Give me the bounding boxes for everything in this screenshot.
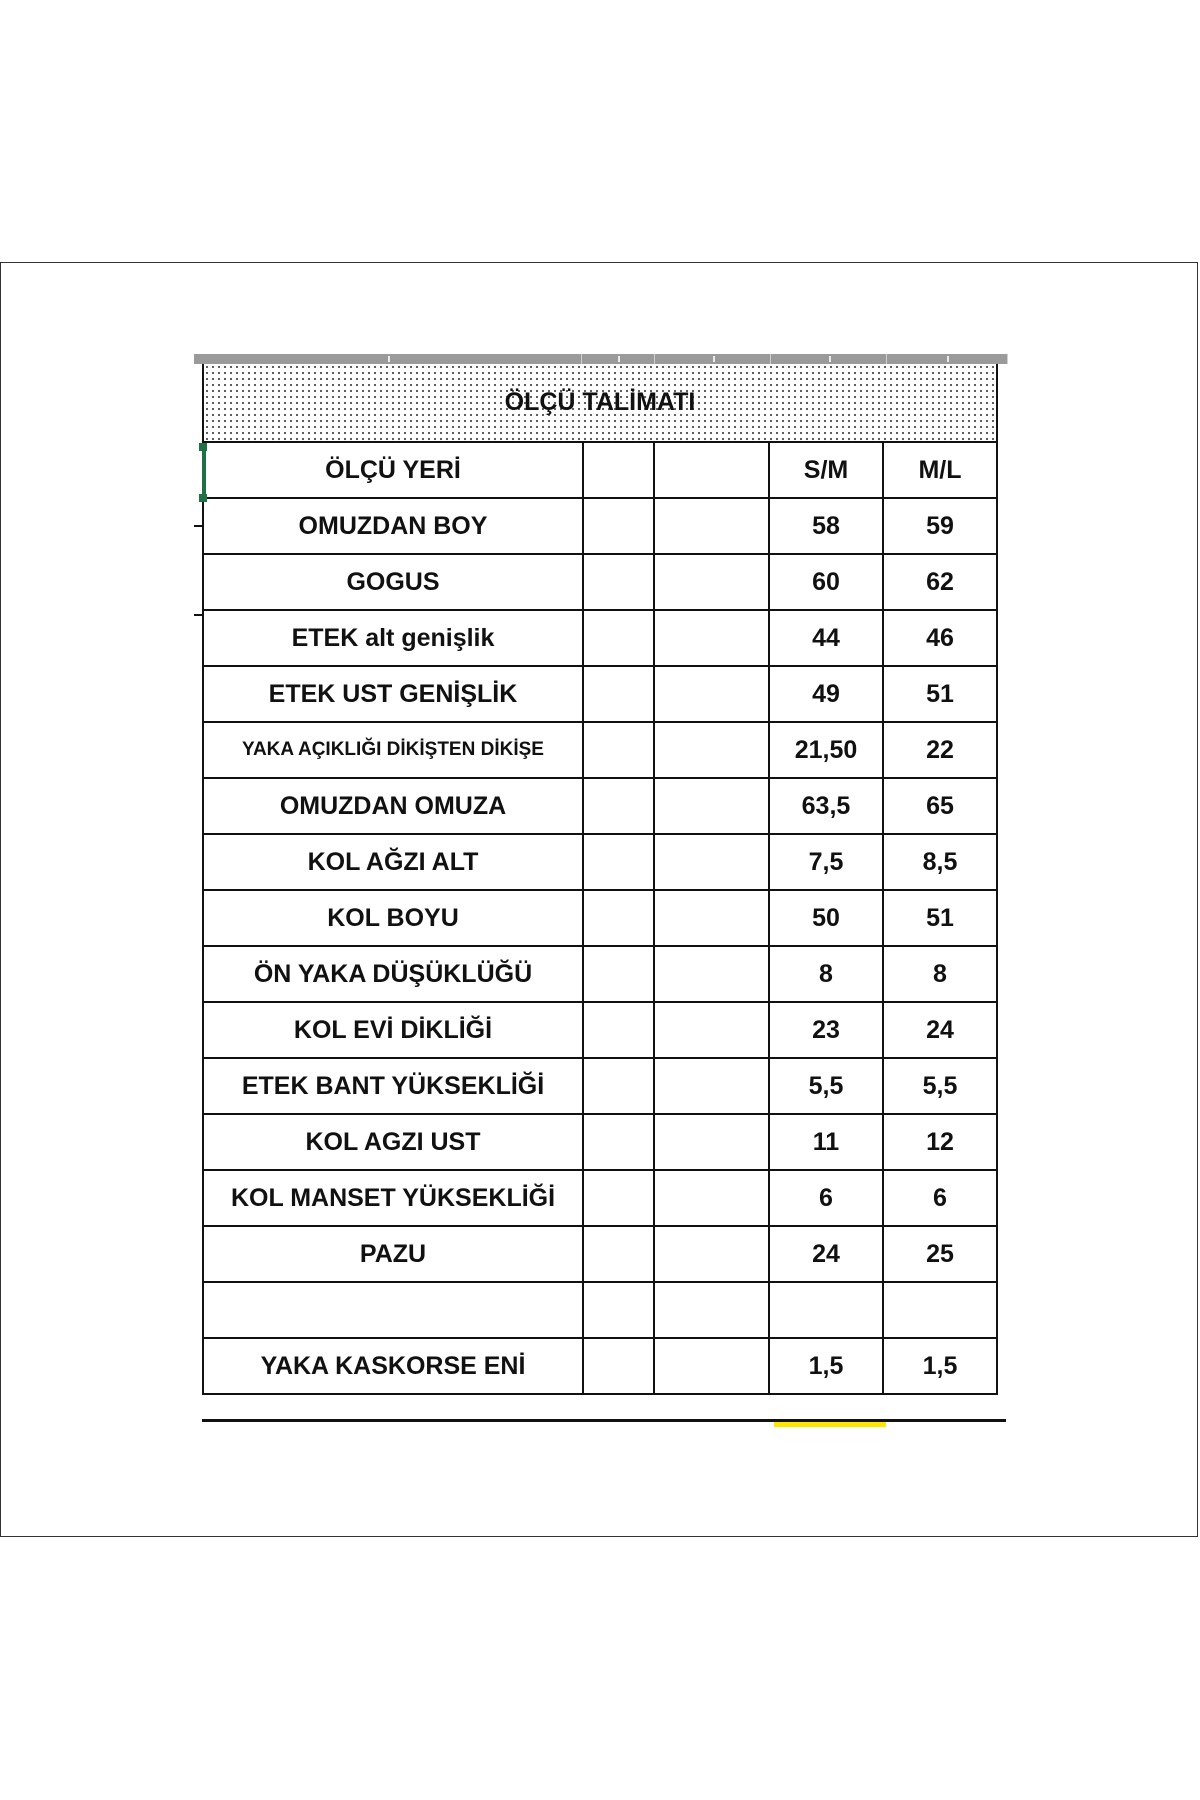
size-sm-value-cell[interactable]: 6 [769,1170,883,1226]
table-row [203,946,997,1002]
size-ml-value-cell[interactable]: 8,5 [883,834,997,890]
empty-cell-a[interactable] [583,666,654,722]
empty-cell-a[interactable] [583,1226,654,1282]
size-ml-value-cell[interactable]: 12 [883,1114,997,1170]
cell-selection-border [202,446,206,498]
empty-cell-b[interactable] [654,778,769,834]
size-sm-value-cell[interactable]: 21,50 [769,722,883,778]
size-sm-value-cell[interactable]: 44 [769,610,883,666]
column-header-bar [194,354,1008,364]
measurement-label-cell[interactable]: ETEK alt genişlik [203,610,583,666]
table-row [203,778,997,834]
size-sm-value-cell[interactable]: 60 [769,554,883,610]
table-row [203,1058,997,1114]
empty-cell-a[interactable] [583,1282,654,1338]
empty-cell-a[interactable] [583,1114,654,1170]
header-col-b-cell[interactable] [654,442,769,498]
header-col-a-cell[interactable] [583,442,654,498]
table-title: ÖLÇÜ TALİMATI [504,388,696,416]
table-row [203,1002,997,1058]
size-sm-value-cell[interactable]: 11 [769,1114,883,1170]
header-row [203,442,997,498]
size-ml-value-cell[interactable]: 51 [883,890,997,946]
size-sm-value-cell[interactable]: 50 [769,890,883,946]
size-ml-value-cell[interactable]: 8 [883,946,997,1002]
measurement-label-cell[interactable]: KOL EVİ DİKLİĞİ [203,1002,583,1058]
table-row [203,554,997,610]
empty-cell-a[interactable] [583,610,654,666]
measurement-label-cell[interactable]: YAKA AÇIKLIĞI DİKİŞTEN DİKİŞE [203,722,583,778]
size-sm-value-cell[interactable]: 63,5 [769,778,883,834]
table-row [203,1170,997,1226]
header-size-sm-cell[interactable]: S/M [769,442,883,498]
header-size-ml-cell[interactable]: M/L [883,442,997,498]
measurement-label-cell[interactable] [203,1282,583,1338]
empty-cell-b[interactable] [654,1226,769,1282]
table-row [203,890,997,946]
empty-cell-b[interactable] [654,834,769,890]
column-header-i[interactable] [582,354,655,364]
empty-cell-a[interactable] [583,834,654,890]
empty-cell-b[interactable] [654,554,769,610]
table-row [203,834,997,890]
empty-cell-a[interactable] [583,722,654,778]
measurement-label-cell[interactable]: KOL AĞZI ALT [203,834,583,890]
measurement-label-cell[interactable]: KOL AGZI UST [203,1114,583,1170]
measurement-label-cell[interactable]: ETEK BANT YÜKSEKLİĞİ [203,1058,583,1114]
empty-cell-b[interactable] [654,1058,769,1114]
measurement-table [202,364,998,1395]
size-sm-value-cell[interactable]: 49 [769,666,883,722]
size-sm-value-cell[interactable]: 8 [769,946,883,1002]
highlighted-cell-edge [774,1422,886,1427]
size-ml-value-cell[interactable]: 5,5 [883,1058,997,1114]
empty-cell-a[interactable] [583,498,654,554]
size-ml-value-cell[interactable]: 1,5 [883,1338,997,1394]
column-header-l[interactable] [887,354,1008,364]
table-row [203,498,997,554]
size-ml-value-cell[interactable]: 65 [883,778,997,834]
row-tick-mark [194,614,202,616]
title-row [203,364,997,442]
table-row [203,1226,997,1282]
size-sm-value-cell[interactable]: 58 [769,498,883,554]
empty-cell-b[interactable] [654,1170,769,1226]
empty-cell-b[interactable] [654,722,769,778]
empty-cell-a[interactable] [583,946,654,1002]
table-row [203,1338,997,1394]
table-row [203,722,997,778]
empty-cell-b[interactable] [654,1338,769,1394]
size-sm-value-cell[interactable]: 23 [769,1002,883,1058]
size-sm-value-cell[interactable]: 5,5 [769,1058,883,1114]
table-row [203,666,997,722]
empty-cell-a[interactable] [583,1170,654,1226]
column-header-h[interactable] [194,354,582,364]
header-label-cell[interactable]: ÖLÇÜ YERİ [203,442,583,498]
size-ml-value-cell[interactable]: 6 [883,1170,997,1226]
measurement-label-cell[interactable]: ETEK UST GENİŞLİK [203,666,583,722]
size-sm-value-cell[interactable] [769,1282,883,1338]
empty-cell-b[interactable] [654,946,769,1002]
measurement-label-cell[interactable]: OMUZDAN OMUZA [203,778,583,834]
size-sm-value-cell[interactable]: 24 [769,1226,883,1282]
column-header-k[interactable] [771,354,887,364]
empty-cell-a[interactable] [583,778,654,834]
size-sm-value-cell[interactable]: 7,5 [769,834,883,890]
empty-cell-a[interactable] [583,890,654,946]
size-ml-value-cell[interactable]: 62 [883,554,997,610]
size-ml-value-cell[interactable]: 25 [883,1226,997,1282]
empty-cell-b[interactable] [654,1114,769,1170]
measurement-label-cell[interactable]: OMUZDAN BOY [203,498,583,554]
empty-cell-a[interactable] [583,1058,654,1114]
selection-handle-bottom[interactable] [199,494,207,502]
size-ml-value-cell[interactable]: 51 [883,666,997,722]
measurement-label-cell[interactable]: YAKA KASKORSE ENİ [203,1338,583,1394]
empty-cell-b[interactable] [654,498,769,554]
empty-cell-b[interactable] [654,1002,769,1058]
measurement-label-cell[interactable]: KOL MANSET YÜKSEKLİĞİ [203,1170,583,1226]
empty-cell-b[interactable] [654,890,769,946]
size-sm-value-cell[interactable]: 1,5 [769,1338,883,1394]
empty-cell-b[interactable] [654,1282,769,1338]
empty-cell-b[interactable] [654,610,769,666]
empty-cell-a[interactable] [583,1002,654,1058]
table-title-cell[interactable] [203,364,997,442]
table-row [203,610,997,666]
measurement-label-cell[interactable]: GOGUS [203,554,583,610]
empty-cell-a[interactable] [583,554,654,610]
measurement-label-cell[interactable]: ÖN YAKA DÜŞÜKLÜĞÜ [203,946,583,1002]
column-header-j[interactable] [655,354,771,364]
size-ml-value-cell[interactable]: 59 [883,498,997,554]
size-ml-value-cell[interactable]: 46 [883,610,997,666]
size-ml-value-cell[interactable] [883,1282,997,1338]
empty-cell-a[interactable] [583,1338,654,1394]
row-tick-mark [194,525,202,527]
empty-cell-b[interactable] [654,666,769,722]
measurement-label-cell[interactable]: PAZU [203,1226,583,1282]
measurement-label-cell[interactable]: KOL BOYU [203,890,583,946]
size-ml-value-cell[interactable]: 22 [883,722,997,778]
table-row [203,1282,997,1338]
selection-handle-top[interactable] [199,443,207,451]
table-row [203,1114,997,1170]
measurement-table-wrap [202,364,998,1395]
size-ml-value-cell[interactable]: 24 [883,1002,997,1058]
